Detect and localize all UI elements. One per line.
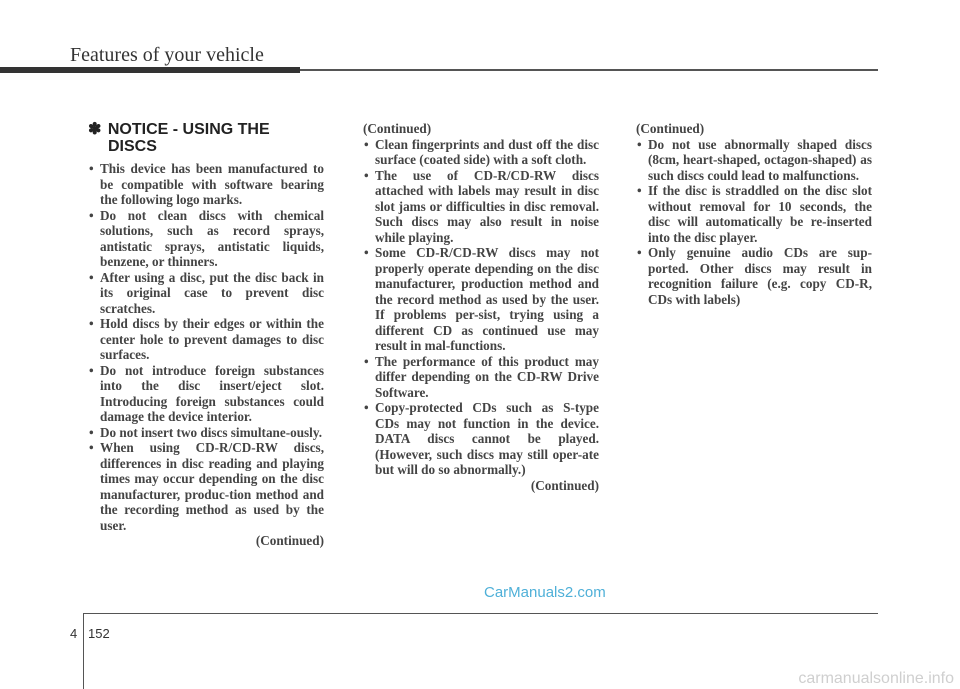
footer-site-watermark: carmanualsonline.info — [798, 670, 954, 687]
bullet-item: • Do not clean discs with chemical solutions, such as record sprays, antistatic sprays, antistatic liquids, benzene, or thinners. — [88, 208, 324, 270]
bullet-item: • Hold discs by their edges or within the center hole to prevent damages to disc surfaces. — [88, 316, 324, 363]
header-rule-thick — [0, 67, 300, 73]
page-header-title: Features of your vehicle — [70, 44, 264, 66]
bullet-item: • Copy-protected CDs such as S-type CDs may not function in the device. DATA discs cannot be played. (However, such discs may still oper-ate but will do so abnormally.) — [363, 400, 599, 478]
page-number: 152 — [88, 626, 110, 641]
notice-title-line2: DISCS — [108, 138, 157, 155]
bullet-item: • Only genuine audio CDs are sup-ported. Other discs may result in recognition failure (e.g. copy CD-R, CDs with labels) — [636, 245, 872, 307]
bullet-item: • Clean fingerprints and dust off the disc surface (coated side) with a soft cloth. — [363, 137, 599, 168]
chapter-number: 4 — [70, 626, 78, 641]
column-2 — [363, 121, 599, 493]
bullet-item: • After using a disc, put the disc back in its original case to prevent disc scratches. — [88, 270, 324, 317]
bullet-item: • Do not introduce foreign substances into the disc insert/eject slot. Introducing foreign substances could damage the device interior. — [88, 363, 324, 425]
footer-vertical-rule — [83, 613, 84, 689]
bullet-item: • When using CD-R/CD-RW discs, differences in disc reading and playing times may occur depending on the disc manufacturer, produc-tion method and the recording method as used by the user. — [88, 440, 324, 533]
bullet-item: • Do not insert two discs simultane-ously. — [88, 425, 324, 441]
continued-head-label: (Continued) — [636, 121, 705, 136]
continued-head-label: (Continued) — [363, 121, 432, 136]
footer-rule — [83, 613, 878, 614]
header-rule-thin — [300, 69, 878, 71]
watermark-link[interactable]: CarManuals2.com — [484, 584, 606, 601]
continued-label: (Continued) — [255, 533, 324, 548]
bullet-item: • If the disc is straddled on the disc slot without removal for 10 seconds, the disc will automatically be re-inserted into the disc player. — [636, 183, 872, 245]
bullet-item: • The performance of this product may differ depending on the CD-RW Drive Software. — [363, 354, 599, 401]
bullet-item: • Some CD-R/CD-RW discs may not properly operate depending on the disc manufacturer, production method and the record method as used by the user. If problems per-sist, trying using a different CD as continued use may result in mal-functions. — [363, 245, 599, 354]
column-1 — [88, 121, 324, 549]
bullet-item: • The use of CD-R/CD-RW discs attached with labels may result in disc slot jams or difficulties in disc removal. Such discs may also result in noise while playing. — [363, 168, 599, 246]
bullet-item: • Do not use abnormally shaped discs (8cm, heart-shaped, octagon-shaped) as such discs could lead to malfunctions. — [636, 137, 872, 184]
notice-star-icon: ✽ — [88, 121, 102, 138]
bullet-item: • This device has been manufactured to be compatible with software bearing the following logo marks. — [88, 161, 324, 208]
continued-label: (Continued) — [530, 477, 599, 493]
column-3 — [636, 121, 872, 307]
notice-title-line1: NOTICE - USING THE — [107, 121, 270, 138]
notice-title — [88, 121, 324, 155]
